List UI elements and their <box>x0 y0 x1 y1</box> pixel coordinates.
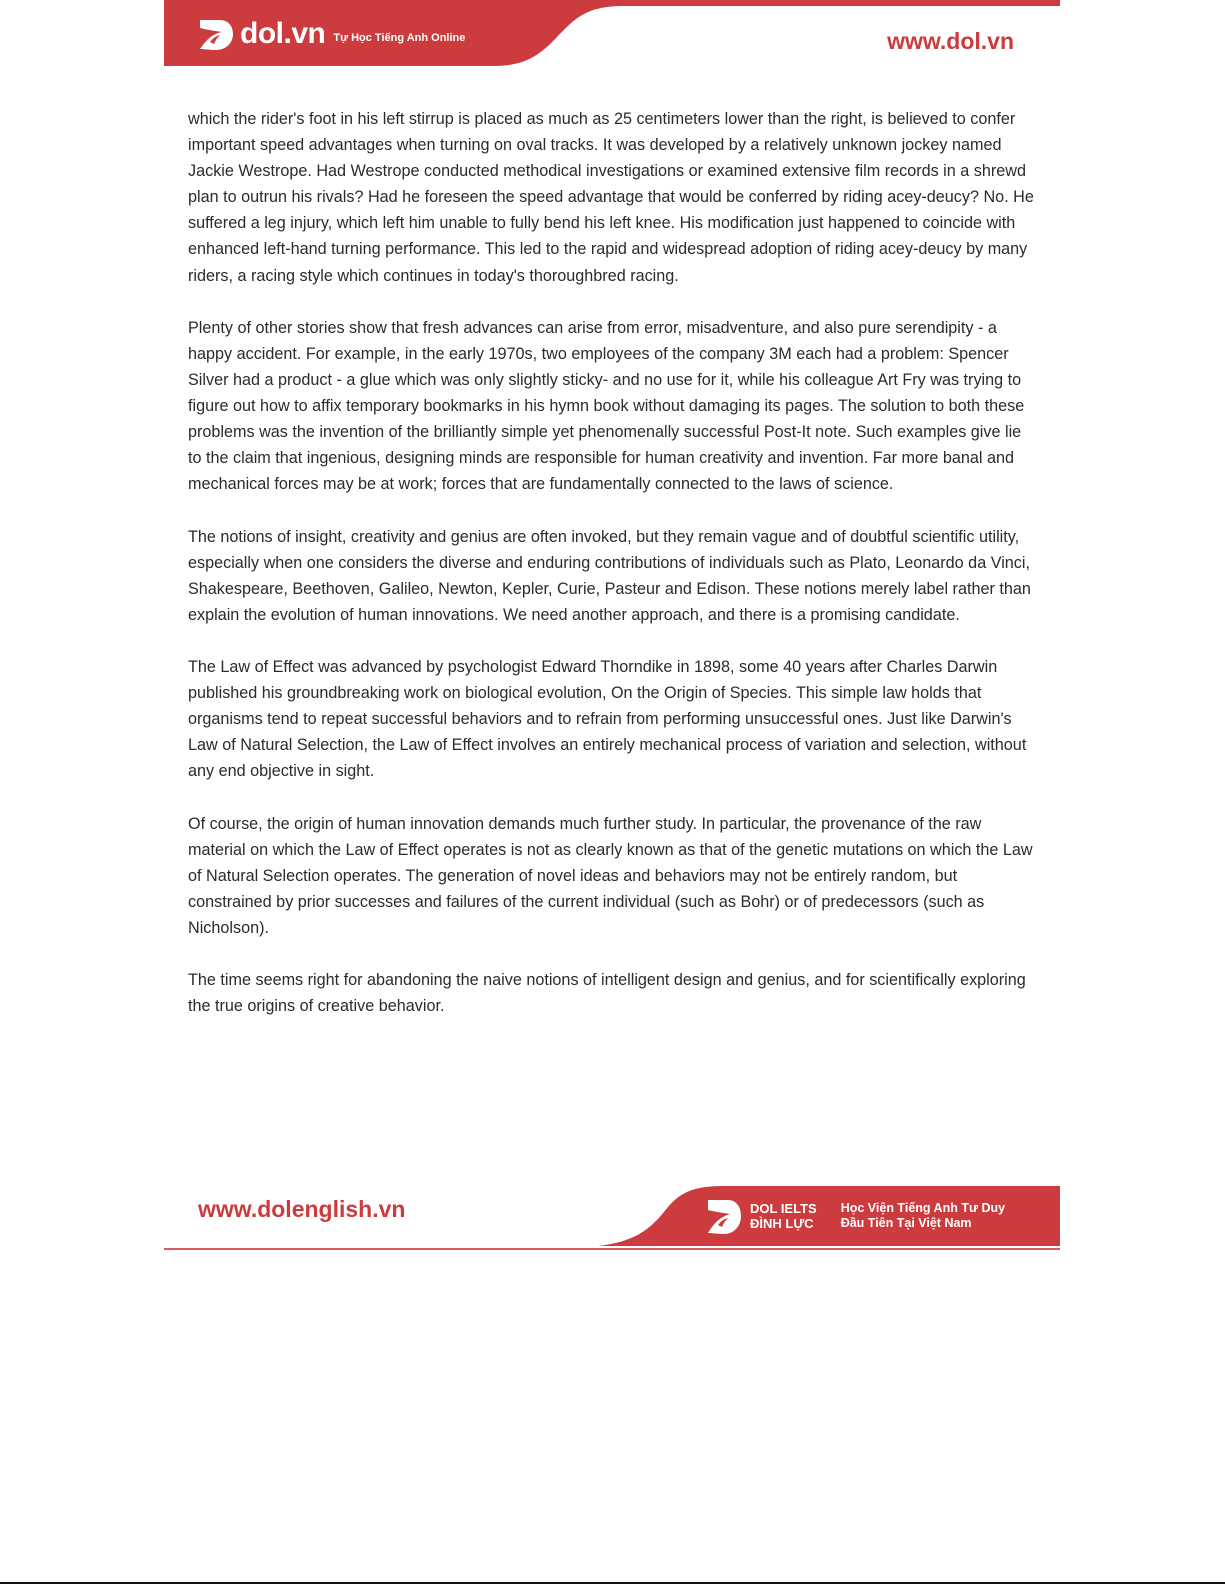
footer-divider <box>164 1248 1060 1250</box>
dol-logo-icon <box>198 16 234 52</box>
page-header <box>164 0 1060 70</box>
brand-name-line-1: DOL IELTS <box>750 1201 817 1216</box>
slogan-line-2: Đầu Tiên Tại Việt Nam <box>840 1216 972 1230</box>
paragraph: Of course, the origin of human innovation demands much further study. In particular, the provenance of the raw material on which the Law of Effect operates is not as clearly known as that of the genetic mutations on which the Law of Natural Selection operates. The generation of novel ideas and behaviors may not be entirely random, but constrained by prior successes and failures of the current individual (such as Bohr) or of predecessors (such as Nicholson). <box>188 814 1033 937</box>
paragraph: which the rider's foot in his left stirrup is placed as much as 25 centimeters lower than the right, is believed to confer important speed advantages when turning on oval tracks. It was developed by a relatively unknown jockey named Jackie Westrope. Had Westrope conducted methodical investigations or examined extensive film records in a shrewd plan to outrun his rivals? Had he foreseen the speed advantage that would be conferred by riding acey-deucy? No. He suffered a leg injury, which left him unable to fully bend his left knee. His modification just happened to coincide with enhanced left-hand turning performance. This led to the rapid and widespread adoption of riding acey-deucy by many riders, a racing style which continues in today's thoroughbred racing. <box>188 110 1034 285</box>
footer-slogan <box>841 1201 1005 1231</box>
logo-wordmark: dol.vn <box>240 17 326 50</box>
dol-logo-icon <box>706 1196 742 1236</box>
paragraph: The Law of Effect was advanced by psychologist Edward Thorndike in 1898, some 40 years after Charles Darwin published his groundbreaking work on biological evolution, On the Origin of Species. This simple law holds that organisms tend to repeat successful behaviors and to refrain from performing unsuccessful ones. Just like Darwin's Law of Natural Selection, the Law of Effect involves an entirely mechanical process of variation and selection, without any end objective in sight. <box>188 657 1027 781</box>
header-tagline: Tự Học Tiếng Anh Online <box>333 32 466 44</box>
document-page <box>164 0 1060 1262</box>
page-footer <box>164 1180 1060 1262</box>
header-brand[interactable] <box>198 14 465 54</box>
paragraph: The notions of insight, creativity and genius are often invoked, but they remain vague and of doubtful scientific utility, especially when one considers the diverse and enduring contributions of individuals such as Plato, Leonardo da Vinci, Shakespeare, Beethoven, Galileo, Newton, Kepler, Curie, Pasteur and Edison. These notions merely label rather than explain the evolution of human innovations. We need another approach, and there is a promising candidate. <box>188 527 1031 624</box>
slogan-line-1: Học Viện Tiếng Anh Tư Duy <box>840 1201 1006 1215</box>
footer-brand <box>706 1196 1005 1236</box>
footer-site-url[interactable]: www.dolenglish.vn <box>198 1196 406 1222</box>
footer-brand-name <box>750 1201 817 1231</box>
header-site-url[interactable]: www.dol.vn <box>887 28 1014 54</box>
paragraph: Plenty of other stories show that fresh advances can arise from error, misadventure, and also pure serendipity - a happy accident. For example, in the early 1970s, two employees of the company 3M each had a problem: Spencer Silver had a product - a glue which was only slightly sticky- and no use for it, while his colleague Art Fry was trying to figure out how to affix temporary bookmarks in his hymn book without damaging its pages. The solution to both these problems was the invention of the brilliantly simple yet phenomenally successful Post-It note. Such examples give lie to the claim that ingenious, designing minds are responsible for human creativity and invention. Far more banal and mechanical forces may be at work; forces that are fundamentally connected to the laws of science. <box>188 318 1025 494</box>
paragraph: The time seems right for abandoning the naive notions of intelligent design and genius, and for scientifically exploring the true origins of creative behavior. <box>188 971 1026 1016</box>
page-bottom-rule <box>0 1582 1225 1584</box>
brand-name-line-2: ĐÌNH LỰC <box>750 1216 814 1231</box>
article-body <box>188 106 1038 1045</box>
